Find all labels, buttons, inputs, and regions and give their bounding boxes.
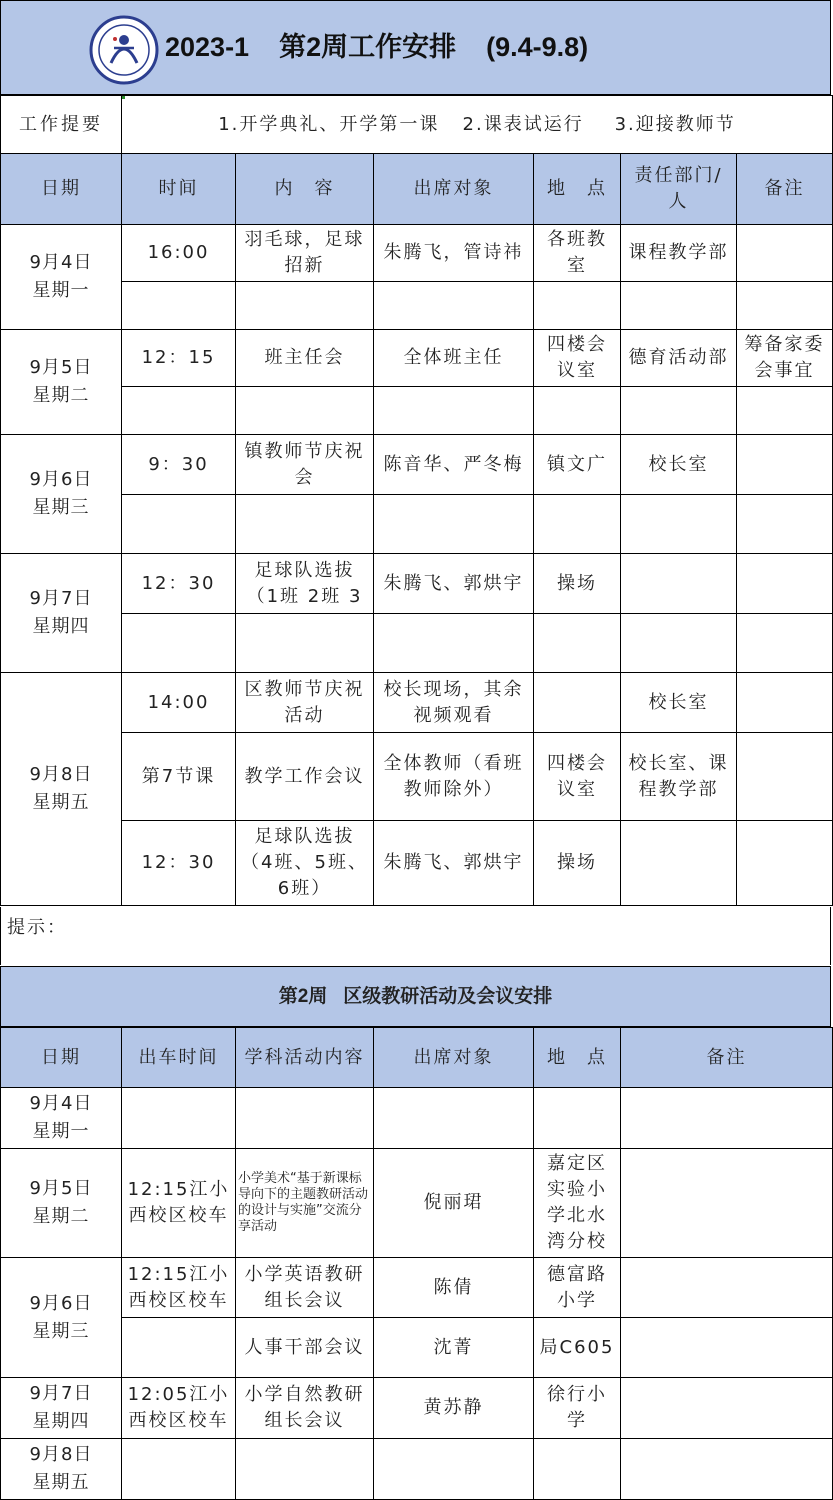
note-cell bbox=[737, 821, 833, 906]
column-header: 地 点 bbox=[534, 154, 621, 225]
date-label: 9月5日 bbox=[29, 1178, 93, 1199]
table-row bbox=[1, 435, 833, 495]
location-cell bbox=[534, 387, 621, 435]
activity-content-cell: 人事干部会议 bbox=[236, 1318, 374, 1378]
title-bar bbox=[0, 0, 831, 95]
column-header: 地 点 bbox=[534, 1028, 621, 1088]
attendees-cell: 朱腾飞、郭烘宇 bbox=[374, 821, 534, 906]
table-row bbox=[1, 282, 833, 330]
note-cell bbox=[737, 387, 833, 435]
attendees-cell: 倪丽珺 bbox=[374, 1149, 534, 1258]
location-cell: 嘉定区实验小学北水湾分校 bbox=[534, 1149, 621, 1258]
content-cell bbox=[236, 614, 374, 673]
date-cell bbox=[1, 330, 122, 435]
note-cell bbox=[737, 733, 833, 821]
attendees-cell: 陈倩 bbox=[374, 1258, 534, 1318]
table-row bbox=[1, 330, 833, 387]
note-cell: 筹备家委会事宜 bbox=[737, 330, 833, 387]
table-row bbox=[1, 1149, 833, 1258]
time-cell bbox=[122, 387, 236, 435]
date-cell bbox=[1, 673, 122, 906]
time-cell: 16:00 bbox=[122, 225, 236, 282]
attendees-cell bbox=[374, 387, 534, 435]
location-cell: 四楼会议室 bbox=[534, 733, 621, 821]
week-schedule-table bbox=[0, 153, 833, 906]
weekday-label: 星期二 bbox=[32, 1206, 90, 1227]
departure-time-cell: 12:15江小西校区校车 bbox=[122, 1149, 236, 1258]
page-title: 2023-1 第2周工作安排 (9.4-9.8) bbox=[165, 32, 589, 62]
location-cell: 徐行小学 bbox=[534, 1378, 621, 1439]
table-row bbox=[1, 733, 833, 821]
location-cell: 德富路小学 bbox=[534, 1258, 621, 1318]
activity-content-cell: 小学美术“基于新课标导向下的主题教研活动的设计与实施”交流分享活动 bbox=[236, 1149, 374, 1258]
dept-cell: 课程教学部 bbox=[621, 225, 737, 282]
location-cell bbox=[534, 1088, 621, 1149]
date-label: 9月5日 bbox=[29, 357, 93, 378]
summary-label: 工作提要 bbox=[1, 96, 122, 154]
date-label: 9月8日 bbox=[29, 1444, 93, 1465]
location-cell: 各班教室 bbox=[534, 225, 621, 282]
tips-label: 提示： bbox=[7, 917, 67, 938]
weekday-label: 星期一 bbox=[32, 1121, 90, 1142]
note-cell bbox=[737, 554, 833, 614]
note-cell bbox=[737, 225, 833, 282]
time-cell: 第7节课 bbox=[122, 733, 236, 821]
location-cell: 局C605 bbox=[534, 1318, 621, 1378]
note-cell bbox=[737, 614, 833, 673]
time-cell: 9：30 bbox=[122, 435, 236, 495]
date-cell bbox=[1, 1378, 122, 1439]
attendees-cell bbox=[374, 495, 534, 554]
time-cell: 14:00 bbox=[122, 673, 236, 733]
attendees-cell: 黄苏静 bbox=[374, 1378, 534, 1439]
dept-cell bbox=[621, 495, 737, 554]
location-cell bbox=[534, 673, 621, 733]
weekday-label: 星期五 bbox=[32, 1472, 90, 1493]
school-emblem-icon bbox=[89, 15, 159, 85]
dept-cell bbox=[621, 821, 737, 906]
column-header: 出席对象 bbox=[374, 1028, 534, 1088]
date-label: 9月6日 bbox=[29, 469, 93, 490]
date-cell bbox=[1, 1088, 122, 1149]
column-header: 备注 bbox=[621, 1028, 833, 1088]
departure-time-cell bbox=[122, 1318, 236, 1378]
date-label: 9月4日 bbox=[29, 1093, 93, 1114]
column-header: 备注 bbox=[737, 154, 833, 225]
table-row bbox=[1, 1088, 833, 1149]
content-cell: 教学工作会议 bbox=[236, 733, 374, 821]
tips-row bbox=[0, 907, 831, 965]
column-header: 日期 bbox=[1, 1028, 122, 1088]
time-cell bbox=[122, 495, 236, 554]
column-header: 时间 bbox=[122, 154, 236, 225]
time-cell bbox=[122, 282, 236, 330]
attendees-cell: 全体班主任 bbox=[374, 330, 534, 387]
note-cell bbox=[621, 1149, 833, 1258]
location-cell bbox=[534, 614, 621, 673]
date-label: 9月8日 bbox=[29, 764, 93, 785]
location-cell: 操场 bbox=[534, 554, 621, 614]
weekday-label: 星期三 bbox=[32, 497, 90, 518]
date-label: 9月7日 bbox=[29, 1383, 93, 1404]
note-cell bbox=[737, 435, 833, 495]
column-header: 责任部门/人 bbox=[621, 154, 737, 225]
table-row bbox=[1, 821, 833, 906]
note-cell bbox=[621, 1439, 833, 1500]
attendees-cell: 陈音华、严冬梅 bbox=[374, 435, 534, 495]
date-label: 9月4日 bbox=[29, 252, 93, 273]
location-cell bbox=[534, 495, 621, 554]
table-row bbox=[1, 495, 833, 554]
content-cell: 足球队选拔（1班 2班 3 bbox=[236, 554, 374, 614]
dept-cell: 校长室 bbox=[621, 435, 737, 495]
table-row bbox=[1, 554, 833, 614]
date-cell bbox=[1, 435, 122, 554]
dept-cell: 校长室 bbox=[621, 673, 737, 733]
departure-time-cell bbox=[122, 1439, 236, 1500]
date-cell bbox=[1, 554, 122, 673]
activity-content-cell: 小学自然教研组长会议 bbox=[236, 1378, 374, 1439]
table-row bbox=[1, 1318, 833, 1378]
dept-cell: 德育活动部 bbox=[621, 330, 737, 387]
dept-cell bbox=[621, 614, 737, 673]
table-row bbox=[1, 1378, 833, 1439]
departure-time-cell: 12:05江小西校区校车 bbox=[122, 1378, 236, 1439]
note-cell bbox=[621, 1318, 833, 1378]
column-header: 出车时间 bbox=[122, 1028, 236, 1088]
date-label: 9月6日 bbox=[29, 1292, 93, 1314]
location-cell: 四楼会议室 bbox=[534, 330, 621, 387]
table-row bbox=[1, 387, 833, 435]
district-schedule-table bbox=[0, 1027, 833, 1500]
note-cell bbox=[737, 282, 833, 330]
attendees-cell: 朱腾飞，管诗祎 bbox=[374, 225, 534, 282]
summary-text: 1.开学典礼、开学第一课 2.课表试运行 3.迎接教师节 bbox=[122, 96, 833, 154]
week-header-row bbox=[1, 154, 833, 225]
location-cell bbox=[534, 282, 621, 330]
note-cell bbox=[621, 1258, 833, 1318]
location-cell: 操场 bbox=[534, 821, 621, 906]
content-cell bbox=[236, 387, 374, 435]
attendees-cell bbox=[374, 282, 534, 330]
dept-cell bbox=[621, 282, 737, 330]
time-cell bbox=[122, 614, 236, 673]
column-header: 学科活动内容 bbox=[236, 1028, 374, 1088]
column-header: 出席对象 bbox=[374, 154, 534, 225]
activity-content-cell bbox=[236, 1439, 374, 1500]
attendees-cell bbox=[374, 1088, 534, 1149]
departure-time-cell bbox=[122, 1088, 236, 1149]
content-cell: 班主任会 bbox=[236, 330, 374, 387]
date-cell bbox=[1, 225, 122, 330]
dept-cell: 校长室、课程教学部 bbox=[621, 733, 737, 821]
note-cell bbox=[621, 1378, 833, 1439]
attendees-cell: 沈菁 bbox=[374, 1318, 534, 1378]
note-cell bbox=[737, 673, 833, 733]
attendees-cell: 全体教师（看班教师除外） bbox=[374, 733, 534, 821]
note-cell bbox=[737, 495, 833, 554]
content-cell: 羽毛球，足球招新 bbox=[236, 225, 374, 282]
attendees-cell bbox=[374, 614, 534, 673]
content-cell bbox=[236, 282, 374, 330]
table-row bbox=[1, 1439, 833, 1500]
time-cell: 12：30 bbox=[122, 821, 236, 906]
content-cell: 镇教师节庆祝会 bbox=[236, 435, 374, 495]
table-row bbox=[1, 673, 833, 733]
attendees-cell bbox=[374, 1439, 534, 1500]
time-cell: 12：30 bbox=[122, 554, 236, 614]
date-cell bbox=[1, 1149, 122, 1258]
content-cell: 足球队选拔（4班、5班、6班） bbox=[236, 821, 374, 906]
content-cell: 区教师节庆祝活动 bbox=[236, 673, 374, 733]
departure-time-cell: 12:15江小西校区校车 bbox=[122, 1258, 236, 1318]
attendees-cell: 校长现场，其余视频观看 bbox=[374, 673, 534, 733]
dept-cell bbox=[621, 554, 737, 614]
weekday-label: 星期二 bbox=[32, 385, 90, 406]
weekday-label: 星期四 bbox=[32, 1411, 90, 1432]
location-cell: 镇文广 bbox=[534, 435, 621, 495]
weekday-label: 星期四 bbox=[32, 616, 90, 637]
location-cell bbox=[534, 1439, 621, 1500]
attendees-cell: 朱腾飞、郭烘宇 bbox=[374, 554, 534, 614]
date-cell bbox=[1, 1439, 122, 1500]
table-row bbox=[1, 1258, 833, 1318]
content-cell bbox=[236, 495, 374, 554]
district-section-title: 第2周 区级教研活动及会议安排 bbox=[0, 966, 831, 1027]
column-header: 日期 bbox=[1, 154, 122, 225]
date-cell bbox=[1, 1258, 122, 1378]
weekday-label: 星期一 bbox=[32, 280, 90, 301]
weekday-label: 星期三 bbox=[32, 1320, 90, 1342]
summary-table bbox=[0, 95, 833, 154]
table-row bbox=[1, 614, 833, 673]
date-label: 9月7日 bbox=[29, 588, 93, 609]
weekday-label: 星期五 bbox=[32, 792, 90, 813]
table-row bbox=[1, 225, 833, 282]
dept-cell bbox=[621, 387, 737, 435]
note-cell bbox=[621, 1088, 833, 1149]
district-header-row bbox=[1, 1028, 833, 1088]
time-cell: 12：15 bbox=[122, 330, 236, 387]
column-header: 内 容 bbox=[236, 154, 374, 225]
activity-content-cell: 小学英语教研组长会议 bbox=[236, 1258, 374, 1318]
activity-content-cell bbox=[236, 1088, 374, 1149]
